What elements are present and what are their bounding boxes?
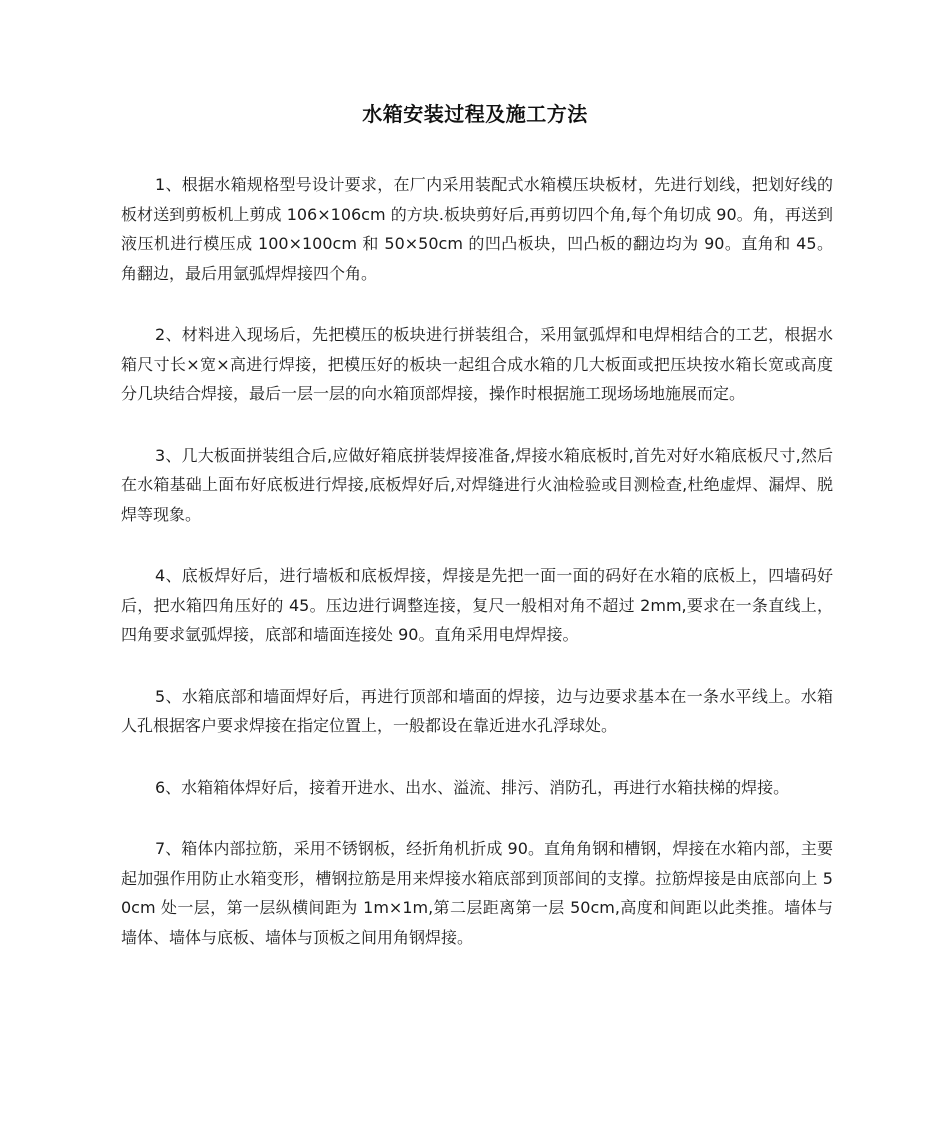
paragraph-2: 2、材料进入现场后，先把模压的板块进行拼装组合，采用氩弧焊和电焊相结合的工艺，根据水箱尺寸长×宽×高进行焊接，把模压好的板块一起组合成水箱的几大板面或把压块按水箱长宽或高度分几块结合焊接，最后一层一层的向水箱顶部焊接，操作时根据施工现场场地施展而定。 [121,325,833,403]
paragraph-3: 3、几大板面拼装组合后,应做好箱底拼装焊接准备,焊接水箱底板时,首先对好水箱底板尺寸,然后在水箱基础上面布好底板进行焊接,底板焊好后,对焊缝进行火油检验或目测检查,杜绝虚焊、漏焊、脱焊等现象。 [121,445,833,524]
document-title: 水箱安装过程及施工方法 [362,102,588,126]
paragraph-4: 4、底板焊好后，进行墙板和底板焊接，焊接是先把一面一面的码好在水箱的底板上，四墙码好后，把水箱四角压好的 45。压边进行调整连接，复尺一般相对角不超过 2mm,要求在一条直线上，四角要求氩弧焊接，底部和墙面连接处 90。直角采用电焊焊接。 [121,566,833,644]
paragraph-1: 1、根据水箱规格型号设计要求，在厂内采用装配式水箱模压块板材，先进行划线，把划好线的板材送到剪板机上剪成 106×106cm 的方块.板块剪好后,再剪切四个角,每个角切成 90。角，再送到液压机进行模压成 100×100cm 和 50×50cm 的凹凸板块，凹凸板的翻边均为 90。直角和 45。角翻边，最后用氩弧焊焊接四个角。 [121,175,833,283]
paragraph-5: 5、水箱底部和墙面焊好后，再进行顶部和墙面的焊接，边与边要求基本在一条水平线上。水箱人孔根据客户要求焊接在指定位置上，一般都设在靠近进水孔浮球处。 [121,686,833,735]
document-body [121,170,833,984]
paragraph-7: 7、箱体内部拉筋，采用不锈钢板，经折角机折成 90。直角角钢和槽钢，焊接在水箱内部，主要起加强作用防止水箱变形，槽钢拉筋是用来焊接水箱底部到顶部间的支撑。拉筋焊接是由底部向上 50cm 处一层，第一层纵横间距为 1m×1m,第二层距离第一层 50cm,高度和间距以此类推。墙体与墙体、墙体与底板、墙体与顶板之间用角钢焊接。 [121,839,833,947]
paragraph-6: 6、水箱箱体焊好后，接着开进水、出水、溢流、排污、消防孔，再进行水箱扶梯的焊接。 [155,777,790,797]
